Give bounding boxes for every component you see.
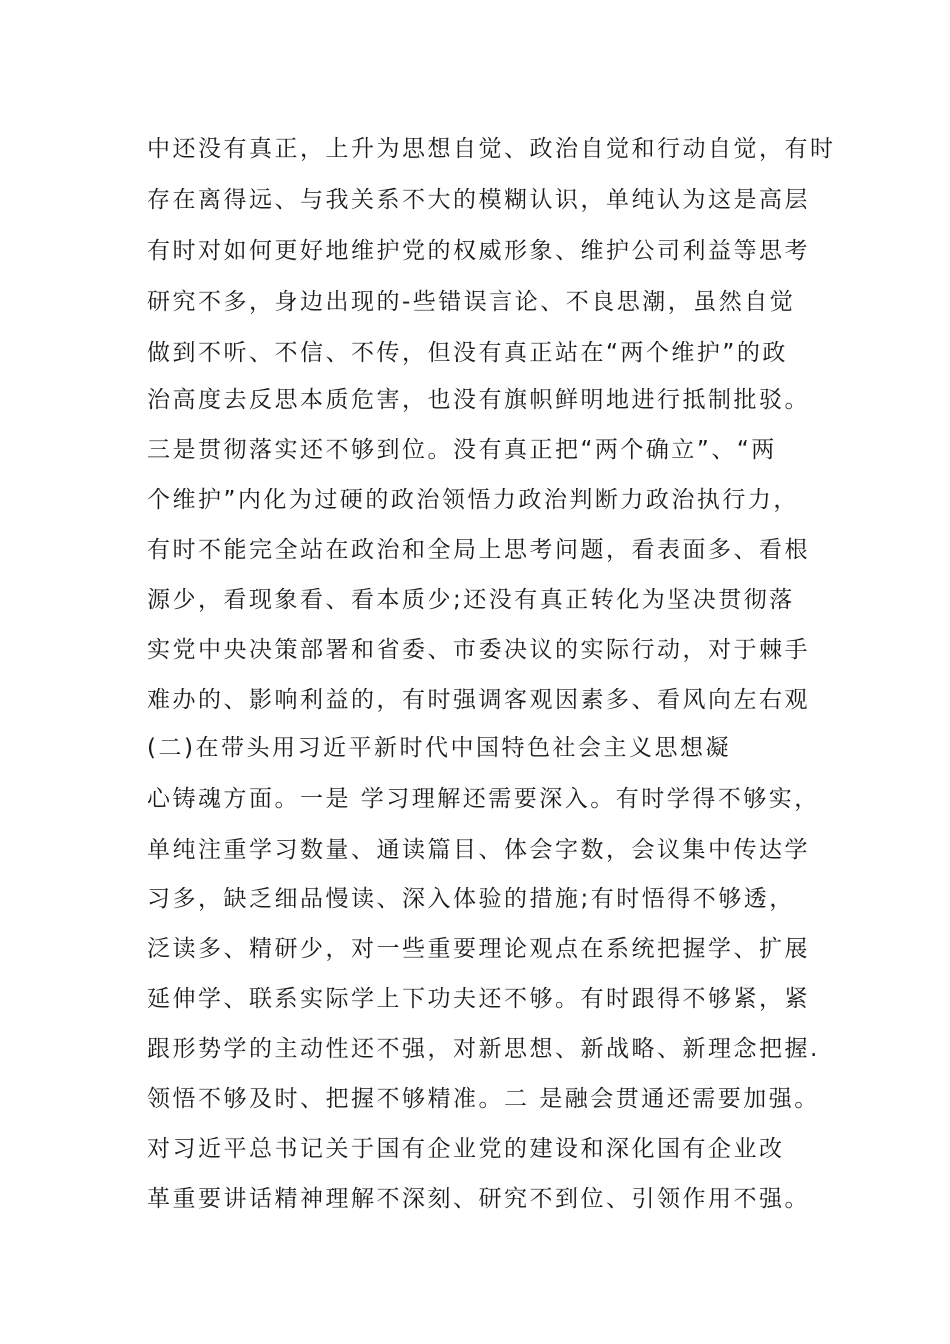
text-line: 做到不听、不信、不传，但没有真正站在“两个维护”的政 xyxy=(147,340,788,366)
text-line: 跟形势学的主动性还不强，对新思想、新战略、新理念把握. xyxy=(147,1036,820,1062)
text-line: 延伸学、联系实际学上下功夫还不够。有时跟得不够紧，紧 xyxy=(147,986,810,1012)
text-line: 个维护”内化为过硬的政治领悟力政治判断力政治执行力， xyxy=(147,487,799,513)
text-line: 领悟不够及时、把握不够精准。二 是融会贯通还需要加强。 xyxy=(147,1086,820,1112)
text-line: 对习近平总书记关于国有企业党的建设和深化国有企业改 xyxy=(147,1136,785,1162)
text-line: 三是贯彻落实还不够到位。没有真正把“两个确立”、“两 xyxy=(147,437,777,463)
text-line: 有时对如何更好地维护党的权威形象、维护公司利益等思考 xyxy=(147,238,810,264)
text-line: 实党中央决策部署和省委、市委决议的实际行动，对于棘手 xyxy=(147,637,810,663)
text-line: 存在离得远、与我关系不大的模糊认识，单纯认为这是高层 xyxy=(147,187,810,213)
section-heading-line: (二)在带头用习近平新时代中国特色社会主义思想凝 xyxy=(147,735,731,761)
text-line: 研究不多，身边出现的-些错误言论、不良思潮，虽然自觉 xyxy=(147,289,796,315)
text-line: 难办的、影响利益的，有时强调客观因素多、看风向左右观 xyxy=(147,687,810,713)
text-line: 泛读多、精研少，对一些重要理论观点在系统把握学、扩展 xyxy=(147,936,810,962)
text-line: 源少，看现象看、看本质少;还没有真正转化为坚决贯彻落 xyxy=(147,587,795,613)
text-line: 单纯注重学习数量、通读篇目、体会字数，会议集中传达学 xyxy=(147,837,810,863)
text-line: 治高度去反思本质危害，也没有旗帜鲜明地进行抵制批驳。 xyxy=(147,387,810,413)
text-line: 有时不能完全站在政治和全局上思考问题，看表面多、看根 xyxy=(147,537,810,563)
text-line: 心铸魂方面。一是 学习理解还需要深入。有时学得不够实， xyxy=(147,786,820,812)
text-line: 中还没有真正，上升为思想自觉、政治自觉和行动自觉，有时 xyxy=(147,136,836,162)
text-line: 习多，缺乏细品慢读、深入体验的措施;有时悟得不够透， xyxy=(147,886,795,912)
text-line: 革重要讲话精神理解不深刻、研究不到位、引领作用不强。 xyxy=(147,1186,810,1212)
